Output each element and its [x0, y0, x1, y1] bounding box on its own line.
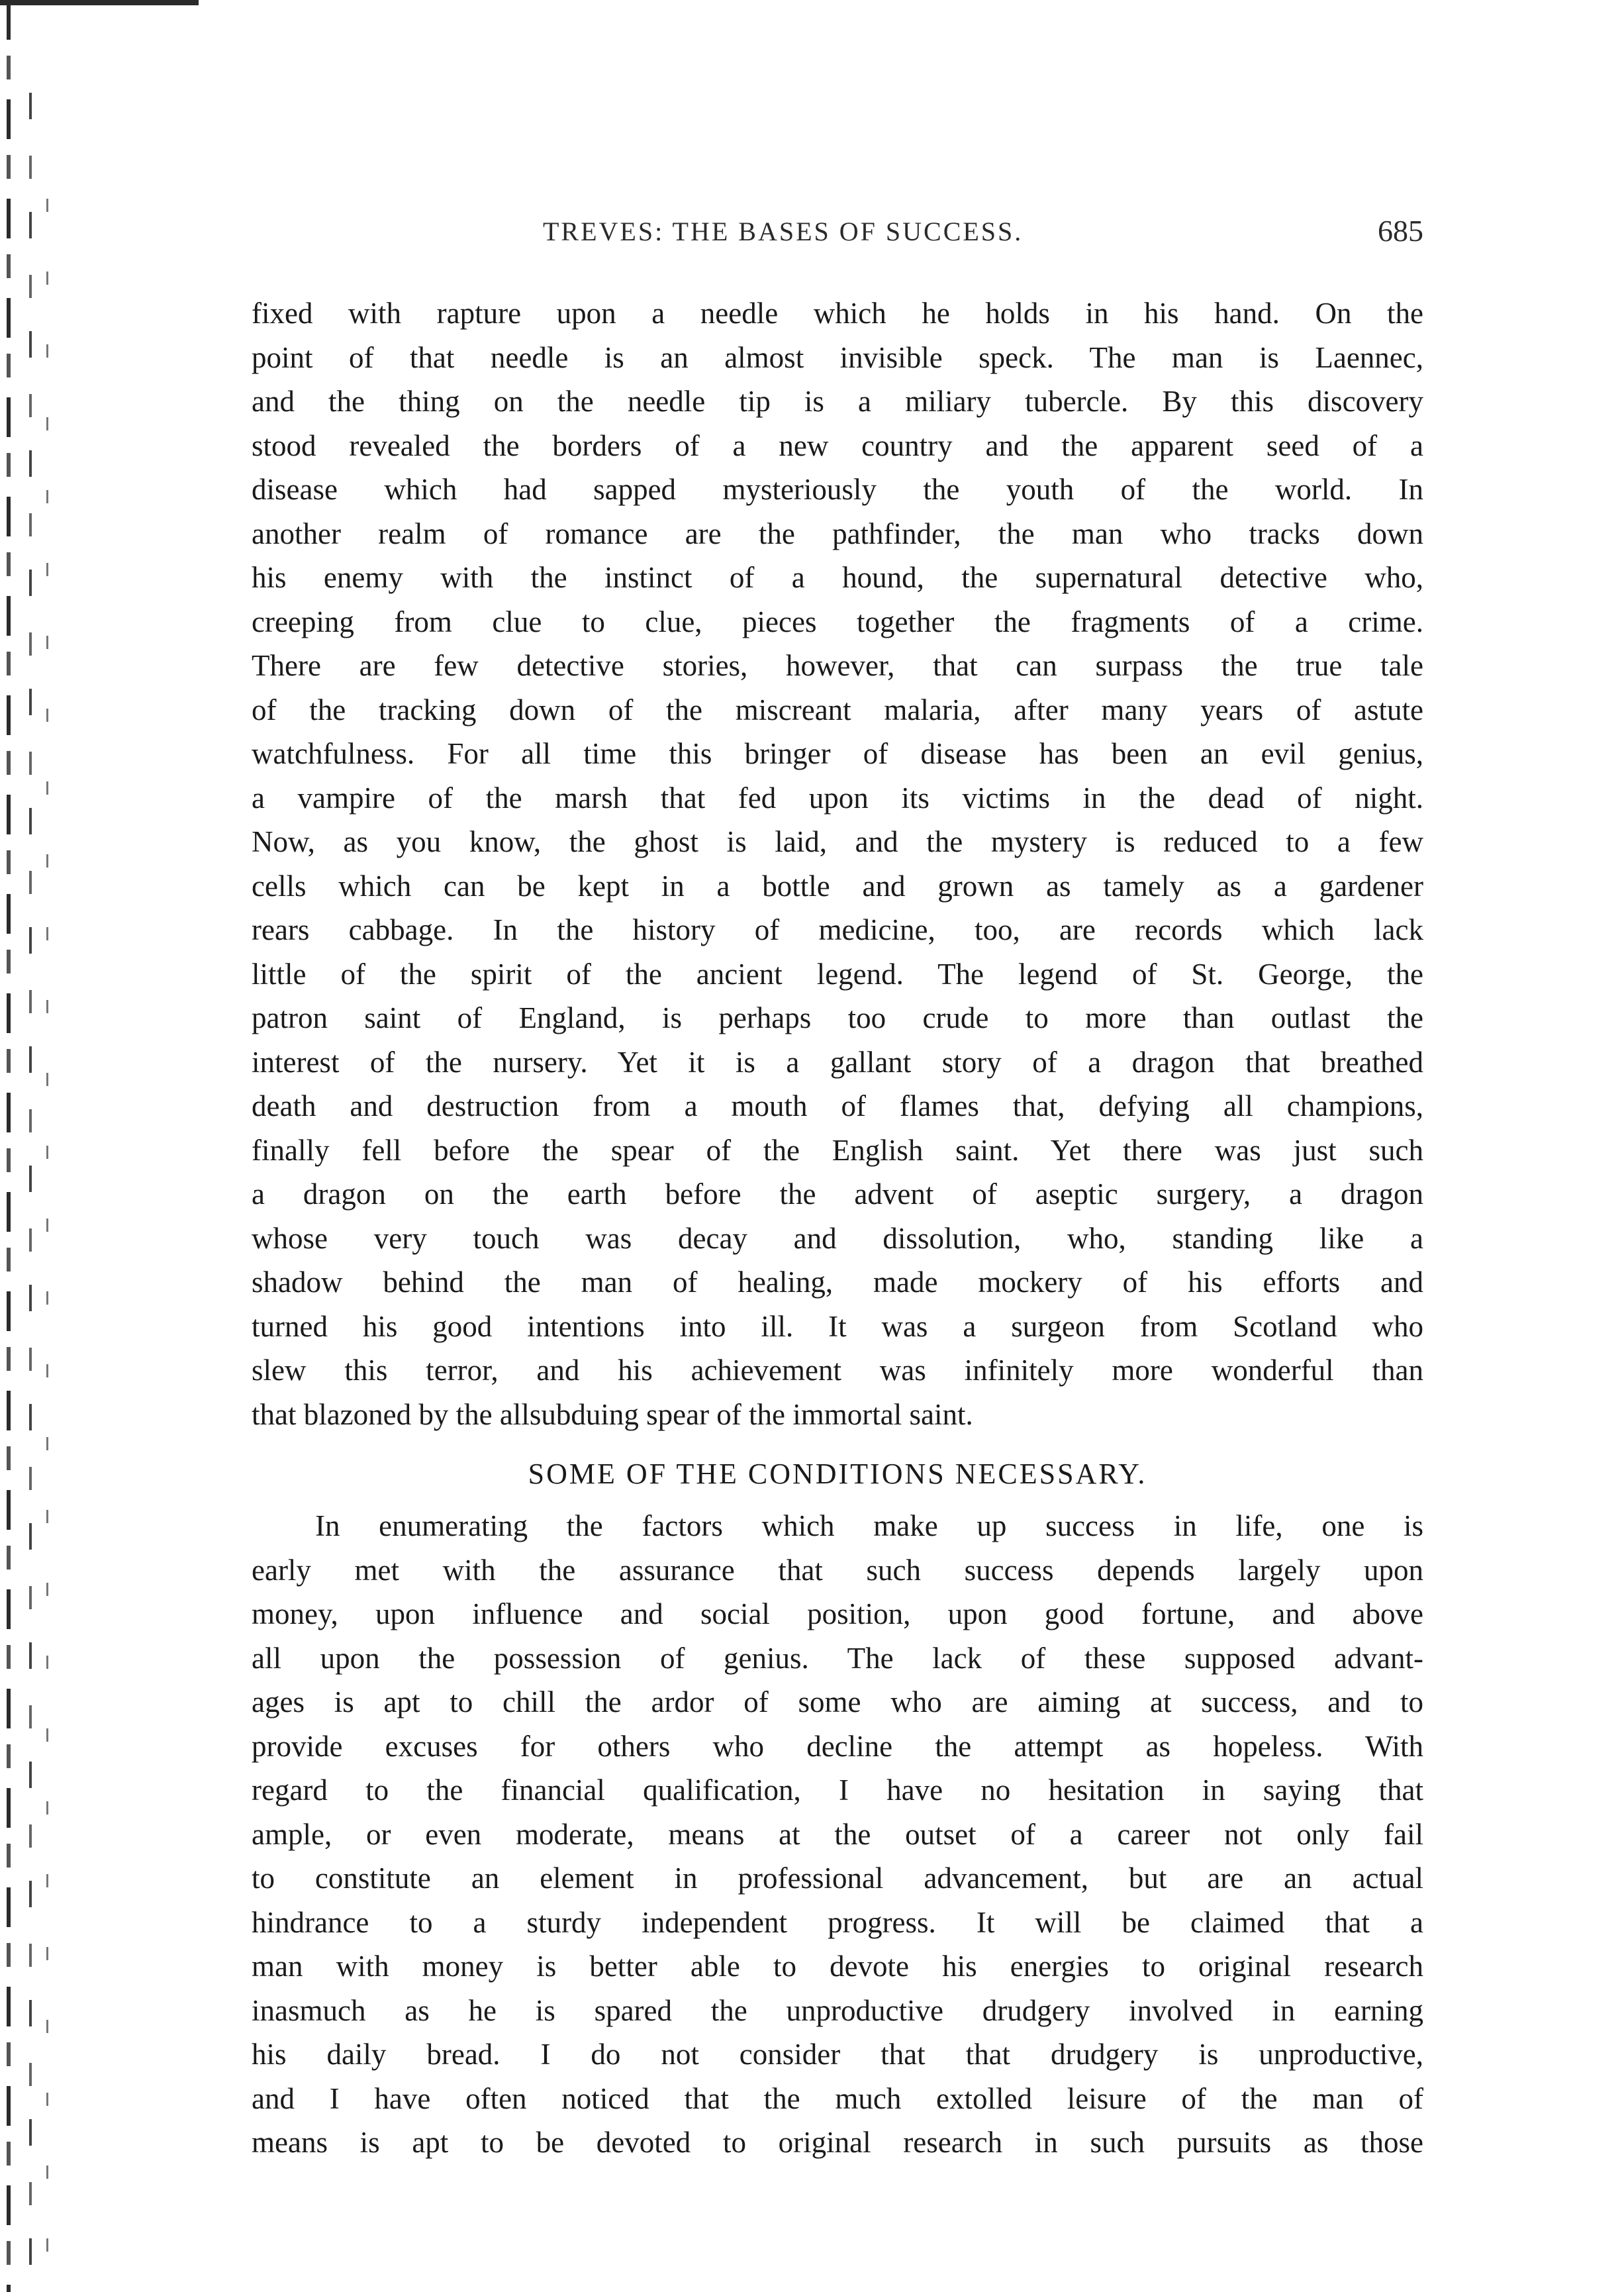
scan-binding-edge-shadow [29, 93, 32, 2278]
text-line: a vampire of the marsh that fed upon its victims in the dead of night. [252, 781, 1423, 815]
scan-binding-edge-shadow [46, 199, 48, 2252]
paragraph-continued [252, 291, 1423, 1436]
text-line: creeping from clue to clue, pieces together the fragments of a crime. [252, 605, 1423, 638]
text-line: early met with the assurance that such success depends largely upon [252, 1553, 1423, 1587]
text-line: another realm of romance are the pathfinder, the man who tracks down [252, 517, 1423, 550]
text-line: to constitute an element in professional advancement, but are an actual [252, 1862, 1423, 1895]
text-line: turned his good intentions into ill. It was a surgeon from Scotland who [252, 1309, 1423, 1343]
text-line: and the thing on the needle tip is a miliary tubercle. By this discovery [252, 385, 1423, 418]
section-heading: SOME OF THE CONDITIONS NECESSARY. [528, 1458, 1147, 1490]
text-line: inasmuch as he is spared the unproductive drudgery involved in earning [252, 1993, 1423, 2027]
text-line: his enemy with the instinct of a hound, the supernatural detective who, [252, 561, 1423, 594]
text-line: fixed with rapture upon a needle which he holds in his hand. On the [252, 297, 1423, 330]
text-line: all upon the possession of genius. The lack of these supposed advant- [252, 1641, 1423, 1675]
running-head [252, 213, 1423, 253]
page-number: 685 [1378, 214, 1423, 248]
text-line: man with money is better able to devote his energies to original research [252, 1950, 1423, 1983]
text-line: patron saint of England, is perhaps too crude to more than outlast the [252, 1001, 1423, 1034]
scan-binding-edge [7, 0, 11, 2292]
text-line: money, upon influence and social position, upon good fortune, and above [252, 1597, 1423, 1630]
running-title: TREVES: THE BASES OF SUCCESS. [543, 217, 1024, 246]
text-line: little of the spirit of the ancient legend. The legend of St. George, the [252, 957, 1423, 991]
text-line: his daily bread. I do not consider that that drudgery is unproductive, [252, 2038, 1423, 2071]
text-line: whose very touch was decay and dissolution, who, standing like a [252, 1221, 1423, 1255]
text-line: stood revealed the borders of a new country and the apparent seed of a [252, 428, 1423, 462]
text-line: that blazoned by the allsubduing spear of the immortal saint. [252, 1397, 973, 1431]
text-line: hindrance to a sturdy independent progress. It will be claimed that a [252, 1905, 1423, 1939]
text-line: cells which can be kept in a bottle and grown as tamely as a gardener [252, 869, 1423, 903]
text-line: death and destruction from a mouth of flames that, defying all champions, [252, 1089, 1423, 1122]
text-line: slew this terror, and his achievement was infinitely more wonderful than [252, 1354, 1423, 1387]
page-body [252, 291, 1423, 2165]
text-line: of the tracking down of the miscreant malaria, after many years of astute [252, 693, 1423, 726]
text-line: finally fell before the spear of the English saint. Yet there was just such [252, 1133, 1423, 1167]
text-line: Now, as you know, the ghost is laid, and the mystery is reduced to a few [252, 825, 1423, 858]
paragraph [252, 1504, 1423, 2165]
text-line: provide excuses for others who decline the attempt as hopeless. With [252, 1729, 1423, 1763]
text-line: There are few detective stories, however, that can surpass the true tale [252, 649, 1423, 682]
text-line: and I have often noticed that the much extolled leisure of the man of [252, 2081, 1423, 2115]
text-line: ample, or even moderate, means at the outset of a career not only fail [252, 1817, 1423, 1851]
text-line: means is apt to be devoted to original research in such pursuits as those [252, 2126, 1423, 2159]
text-line: point of that needle is an almost invisible speck. The man is Laennec, [252, 340, 1423, 374]
text-line: regard to the financial qualification, I have no hesitation in saying that [252, 1773, 1423, 1807]
scan-edge-top [0, 0, 199, 5]
text-line: In enumerating the factors which make up success in life, one is [315, 1509, 1423, 1542]
text-line: a dragon on the earth before the advent of aseptic surgery, a dragon [252, 1177, 1423, 1211]
text-line: shadow behind the man of healing, made mockery of his efforts and [252, 1266, 1423, 1299]
text-line: rears cabbage. In the history of medicine, too, are records which lack [252, 913, 1423, 946]
text-line: watchfulness. For all time this bringer of disease has been an evil genius, [252, 737, 1423, 770]
text-line: disease which had sapped mysteriously the youth of the world. In [252, 473, 1423, 506]
text-line: interest of the nursery. Yet it is a gallant story of a dragon that breathed [252, 1045, 1423, 1079]
text-line: ages is apt to chill the ardor of some who are aiming at success, and to [252, 1685, 1423, 1719]
